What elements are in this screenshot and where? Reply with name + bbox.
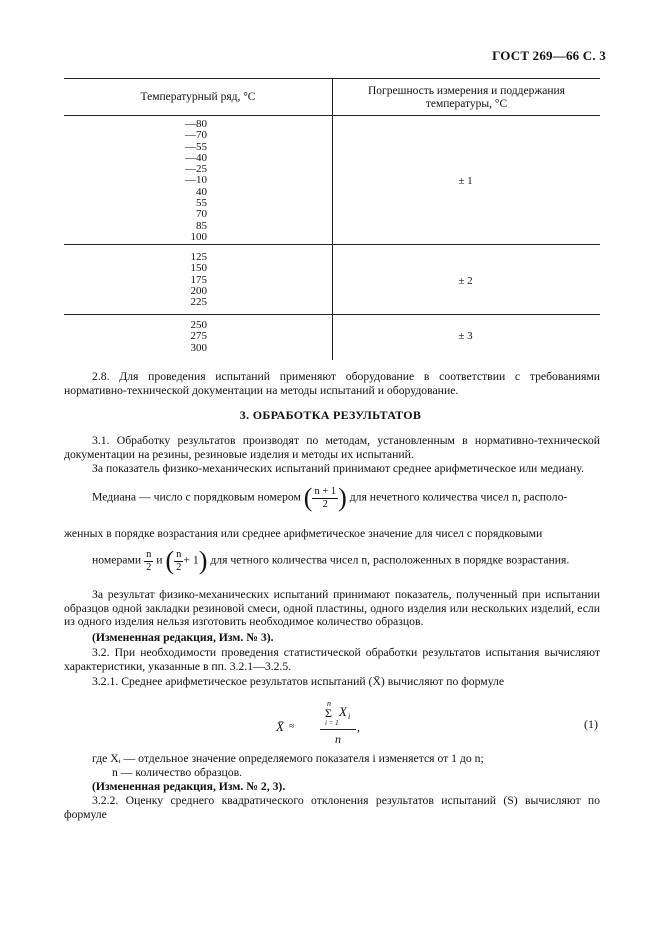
temperature-value: —70 xyxy=(185,129,207,142)
median-text-before: Медиана — число с порядковым номером xyxy=(92,490,301,504)
error-cell-3: ± 3 xyxy=(458,330,473,342)
paragraph-3-2-2: 3.2.2. Оценку среднего квадратического отклонения результатов испытаний (S) вычисляют по формуле xyxy=(64,794,600,821)
formula-denominator: n xyxy=(335,732,341,746)
fraction-2-b: 2 xyxy=(176,561,182,573)
paren-right: ) xyxy=(338,483,347,512)
temps-group-3 xyxy=(167,320,207,354)
temperature-value: —10 xyxy=(185,174,207,187)
paragraph-result: За результат физико-механических испытаний принимают показатель, полученный при испытании образцов одной закладки резиновой смеси, одной пластины, одного изделия или нескольких изделий, если из одного изделия нельзя изготовить необходимое количество образцов. xyxy=(64,588,600,629)
formula-x-sub: i xyxy=(348,712,351,721)
fraction-n-over-2 xyxy=(144,549,153,574)
error-cell-2: ± 2 xyxy=(458,275,473,287)
plus-one: + 1 xyxy=(183,553,199,567)
edit-note-3: (Измененная редакция, Изм. № 3). xyxy=(92,631,274,644)
paragraph-2-8: 2.8. Для проведения испытаний применяют оборудование в соответствии с требованиями нормативно-технической документации на методы испытаний и оборудование. xyxy=(64,370,600,397)
formula-fraction-bar xyxy=(320,729,356,730)
fraction-n-plus-1-over-2 xyxy=(312,486,338,511)
paragraph-3-2: 3.2. При необходимости проведения статистической обработки результатов испытания вычисляют характеристики, указанные в пп. 3.2.1—3.2.5. xyxy=(64,646,600,673)
temperature-value: 40 xyxy=(196,185,207,198)
temperature-value: 150 xyxy=(190,262,207,275)
temperature-value: 100 xyxy=(190,230,207,243)
temperature-value: 70 xyxy=(196,208,207,221)
error-cell-1: ± 1 xyxy=(458,175,473,187)
paragraph-3-1: 3.1. Обработку результатов производят по методам, установленным в нормативно-технической документации на резины, резиновые изделия и методы их испытаний. xyxy=(64,434,600,461)
where-line-2: n — количество образцов. xyxy=(112,766,243,779)
median-line-2: женных в порядке возрастания или среднее арифметическое значение для чисел с порядковыми xyxy=(64,527,543,540)
table-header-error-line2: температуры, °С xyxy=(425,98,508,110)
temperature-value: —25 xyxy=(185,163,207,176)
fraction-n: n xyxy=(146,548,152,560)
temperature-value: 125 xyxy=(190,251,207,263)
paragraph-3-1-b: За показатель физико-механических испытаний принимают среднее арифметическое или медиану. xyxy=(92,462,584,475)
formula-approx: ≈ xyxy=(289,721,295,732)
fraction-denominator: 2 xyxy=(322,498,328,510)
where-line-1: где Xᵢ — отдельное значение определяемого показателя i изменяется от 1 до n; xyxy=(92,752,484,765)
median-line-3 xyxy=(92,548,602,574)
temperature-value: 275 xyxy=(190,330,207,343)
temperature-value: —40 xyxy=(185,151,207,164)
formula-lhs: X̄ xyxy=(276,719,284,734)
paren-right-2: ) xyxy=(198,546,208,575)
edit-note-2-3: (Измененная редакция, Изм. № 2, 3). xyxy=(92,780,286,793)
median-line3-end: для четного количества чисел n, расположенных в порядке возрастания. xyxy=(210,553,570,567)
section-3-title: 3. ОБРАБОТКА РЕЗУЛЬТАТОВ xyxy=(239,408,422,422)
temps-group-1 xyxy=(167,119,207,243)
fraction-numerator: n + 1 xyxy=(314,485,337,497)
temperature-value: 55 xyxy=(196,197,207,210)
formula-sum-bottom: i = 1 xyxy=(325,719,339,727)
median-line3-start: номерами xyxy=(92,553,142,567)
table-row-rule-1 xyxy=(64,244,600,245)
table-row-rule-2 xyxy=(64,314,600,315)
median-line-1 xyxy=(92,485,602,511)
formula-sum-top: n xyxy=(327,699,331,708)
formula-sigma: Σ xyxy=(325,706,332,720)
temperature-value: 225 xyxy=(190,296,207,309)
fraction-2: 2 xyxy=(146,561,152,573)
table-header-error xyxy=(333,85,600,111)
table-header-temperature: Температурный ряд, °С xyxy=(140,91,256,103)
median-and: и xyxy=(156,553,163,567)
fraction-n-b: n xyxy=(176,548,182,560)
median-text-after: для нечетного количества чисел n, располо- xyxy=(349,490,568,504)
formula-number: (1) xyxy=(584,717,598,731)
fraction-n-over-2-b xyxy=(174,549,183,574)
table-column-divider xyxy=(332,78,333,360)
temperature-value: —55 xyxy=(185,140,207,153)
paren-left: ( xyxy=(303,483,313,512)
paragraph-3-2-1: 3.2.1. Среднее арифметическое результатов испытаний (X̄) вычисляют по формуле xyxy=(92,675,505,688)
temperature-value: 300 xyxy=(190,341,207,354)
paren-left-2: ( xyxy=(165,546,175,575)
temperature-value: 85 xyxy=(196,219,207,232)
page-header: ГОСТ 269—66 С. 3 xyxy=(492,48,606,63)
table-header-error-line1: Погрешность измерения и поддержания xyxy=(368,85,565,97)
formula-comma: , xyxy=(357,720,360,734)
temperature-value: 250 xyxy=(190,319,207,331)
temps-group-2 xyxy=(167,252,207,308)
formula-x: X xyxy=(339,704,347,719)
temperature-value: —80 xyxy=(185,118,207,130)
temperature-value: 175 xyxy=(190,273,207,286)
temperature-value: 200 xyxy=(190,284,207,297)
